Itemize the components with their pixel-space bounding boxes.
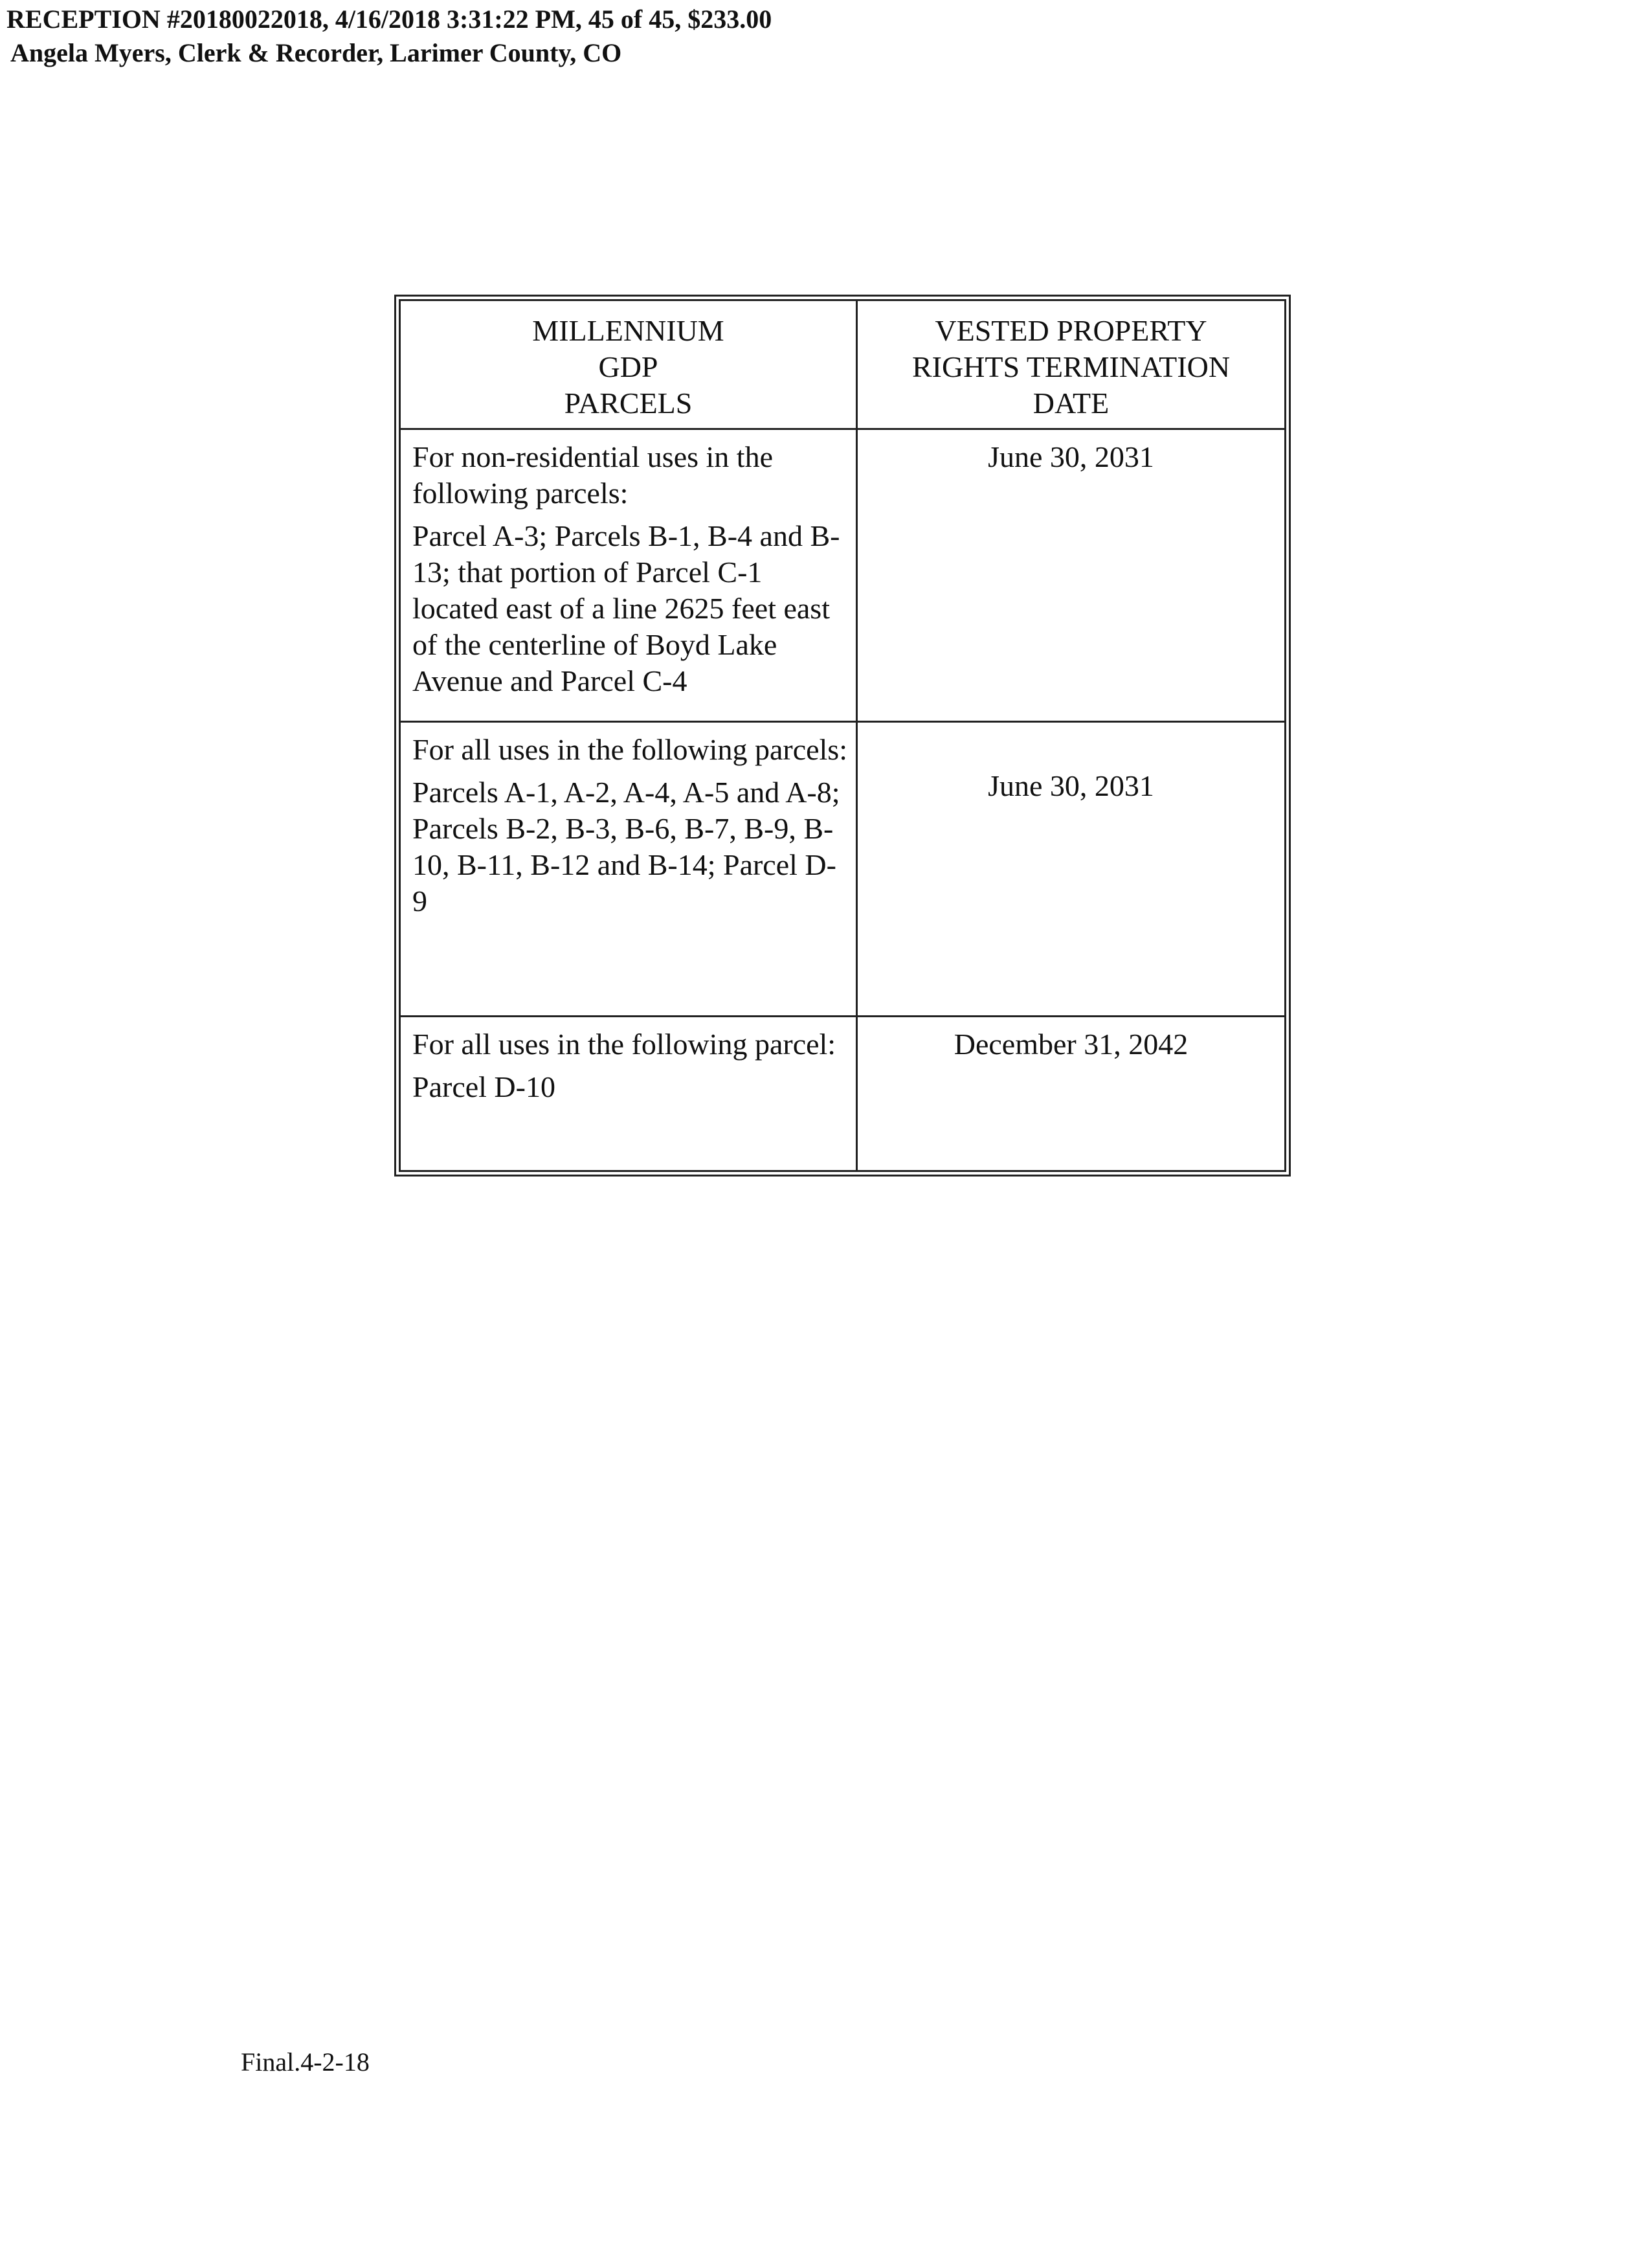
termination-date: June 30, 2031 (857, 429, 1286, 722)
recording-header (6, 3, 772, 70)
recorder-line: Angela Myers, Clerk & Recorder, Larimer County, CO (10, 38, 622, 67)
header-cell-termination-date: VESTED PROPERTY RIGHTS TERMINATION DATE (857, 300, 1286, 429)
table-row (400, 722, 1286, 1017)
parcels-table (399, 299, 1286, 1172)
parcel-list: Parcel D-10 (412, 1070, 555, 1103)
termination-date: December 31, 2042 (857, 1017, 1286, 1171)
table-header-row (400, 300, 1286, 429)
parcel-cell (400, 1017, 857, 1171)
document-version-footer: Final.4-2-18 (241, 2047, 370, 2077)
parcel-intro: For non-residential uses in the following parcels: (412, 440, 774, 510)
parcel-list: Parcels A-1, A-2, A-4, A-5 and A-8; Parcels B-2, B-3, B-6, B-7, B-9, B-10, B-11, B-12 and B-14; Parcel D-9 (412, 776, 840, 918)
table-row (400, 429, 1286, 722)
parcel-cell (400, 722, 857, 1017)
parcel-intro: For all uses in the following parcel: (412, 1028, 836, 1061)
reception-line: RECEPTION #20180022018, 4/16/2018 3:31:22 PM, 45 of 45, $233.00 (6, 5, 772, 34)
parcel-list: Parcel A-3; Parcels B-1, B-4 and B-13; that portion of Parcel C-1 located east of a line 2625 feet east of the centerline of Boyd Lake Avenue and Parcel C-4 (412, 519, 840, 697)
parcels-table-frame (394, 295, 1291, 1177)
header-cell-parcels: MILLENNIUM GDP PARCELS (400, 300, 857, 429)
parcel-intro: For all uses in the following parcels: (412, 733, 847, 766)
table-row (400, 1017, 1286, 1171)
parcel-cell (400, 429, 857, 722)
termination-date: June 30, 2031 (857, 722, 1286, 1017)
